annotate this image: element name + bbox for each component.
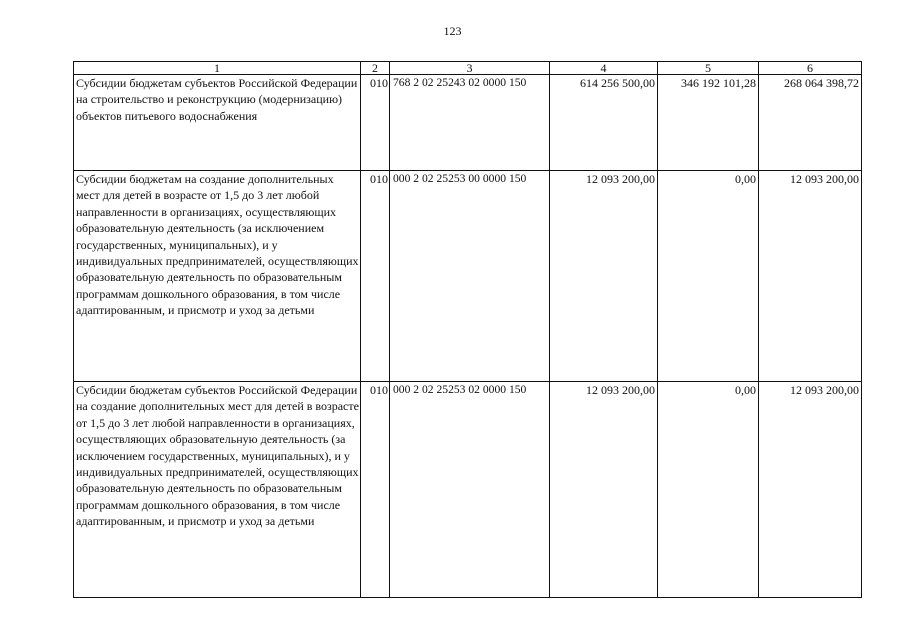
row-kbk-cell: 000 2 02 25253 02 0000 150 [390, 382, 550, 598]
row-code-cell: 010 [361, 171, 390, 382]
page-number: 123 [443, 24, 462, 38]
row-col4-cell: 12 093 200,00 [550, 382, 658, 598]
row-col5-cell: 0,00 [658, 382, 759, 598]
row-name-cell: Субсидии бюджетам на создание дополнительных мест для детей в возрасте от 1,5 до 3 лет любой направленности в организациях, осуществляющих образовательную деятельность (за исключением государственных, муниципальных), и у индивидуальных предпринимателей, осуществляющих образовательную деятельность по образовательным программам дошкольного образования, в том числе адаптированным, и присмотр и уход за детьми [74, 171, 361, 382]
table-row [74, 382, 862, 598]
table-row [74, 171, 862, 382]
row-col5-cell: 0,00 [658, 171, 759, 382]
row-col5-cell: 346 192 101,28 [658, 75, 759, 171]
row-col4-cell: 614 256 500,00 [550, 75, 658, 171]
row-col6-cell: 268 064 398,72 [759, 75, 862, 171]
header-col-2: 2 [361, 62, 390, 75]
header-col-1: 1 [74, 62, 361, 75]
budget-table [73, 61, 862, 598]
row-name-cell: Субсидии бюджетам субъектов Российской Федерации на создание дополнительных мест для детей в возрасте от 1,5 до 3 лет любой направленности в организациях, осуществляющих образовательную деятельность (за исключением государственных, муниципальных), и у индивидуальных предпринимателей, осуществляющих образовательную деятельность по образовательным программам дошкольного образования, в том числе адаптированным, и присмотр и уход за детьми [74, 382, 361, 598]
row-name-cell: Субсидии бюджетам субъектов Российской Федерации на строительство и реконструкцию (модернизацию) объектов питьевого водоснабжения [74, 75, 361, 171]
header-col-5: 5 [658, 62, 759, 75]
header-col-4: 4 [550, 62, 658, 75]
row-col6-cell: 12 093 200,00 [759, 171, 862, 382]
row-col4-cell: 12 093 200,00 [550, 171, 658, 382]
header-col-3: 3 [390, 62, 550, 75]
row-code-cell: 010 [361, 382, 390, 598]
row-code-cell: 010 [361, 75, 390, 171]
row-kbk-cell: 000 2 02 25253 00 0000 150 [390, 171, 550, 382]
header-col-6: 6 [759, 62, 862, 75]
row-col6-cell: 12 093 200,00 [759, 382, 862, 598]
row-kbk-cell: 768 2 02 25243 02 0000 150 [390, 75, 550, 171]
table-header-row [74, 62, 862, 75]
table-row [74, 75, 862, 171]
